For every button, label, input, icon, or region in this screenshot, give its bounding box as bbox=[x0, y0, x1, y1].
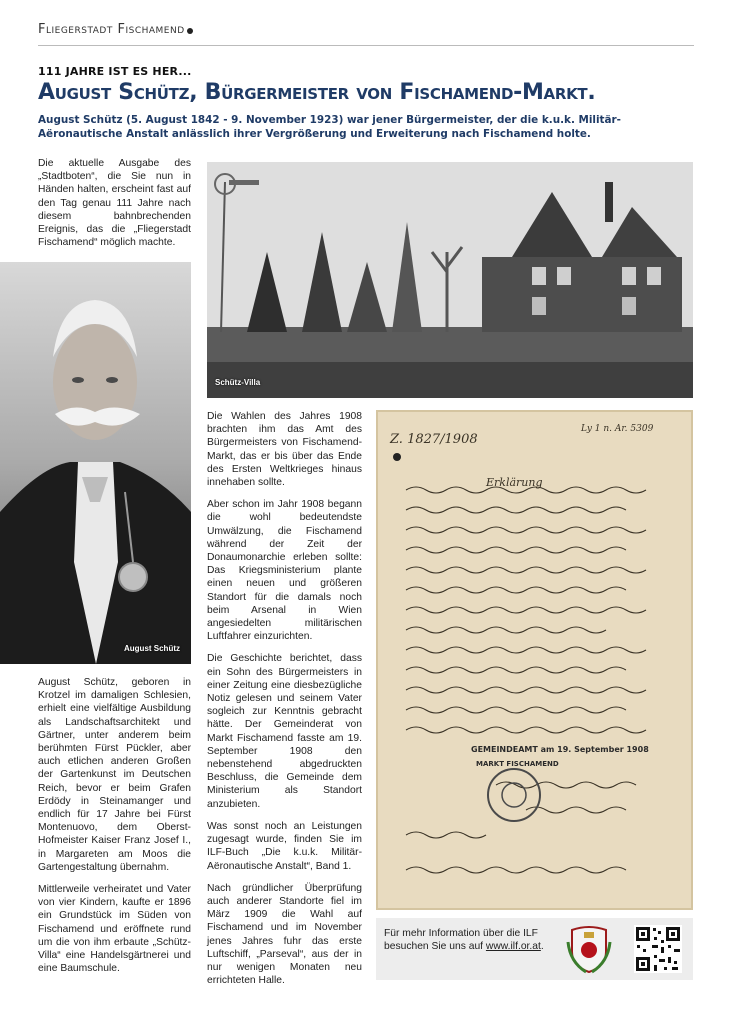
paragraph: Die aktuelle Ausgabe des „Stadtboten“, die Sie nun in Händen halten, erscheint fast auf den Tag genau 111 Jahre nach diesem bahnbrechenden Ereignis, das die „Fliegerstadt Fischamend“ möglich machte. bbox=[38, 158, 191, 249]
document-reference-right: Ly 1 n. Ar. 5309 bbox=[581, 424, 654, 434]
header-divider bbox=[38, 45, 694, 46]
document-title: Erklärung bbox=[486, 476, 543, 489]
text-column-intro bbox=[38, 157, 191, 258]
paragraph: Aber schon im Jahr 1908 begann die wohl bedeutendste Umwälzung, die Fischamend während der Zeit der Donaumonarchie erleben sollte: Das Kriegsministerium plante einen neuen und größeren Standort für die damals noch beim Arsenal in Wien angesiedelten militärischen Luftfahrer einzurichten. bbox=[207, 499, 362, 643]
ilf-info-box bbox=[376, 918, 693, 980]
ilf-emblem-icon bbox=[562, 922, 616, 976]
info-text: Für mehr Information über die ILF besuchen Sie uns auf bbox=[384, 928, 538, 952]
text-column-biography bbox=[38, 676, 191, 984]
paragraph: August Schütz, geboren in Krotzel im damaligen Schlesien, erhielt eine vielfältige Ausbildung als Landschaftsarchitekt und Gärtner, unter anderem beim berühmten Fürst Pückler, aber auch etlichen anderen Großen der Gartenkunst im Deutschen Reich, bevor er beim Grafen Erdödy in Steinamanger und endlich für 17 Jahre bei Fürst Montenuovo, dem Oberst-Hofmeister Kaiser Franz Josef I., in Margareten am Moos die Gartengestaltung übernahm. bbox=[38, 677, 191, 873]
portrait-photo bbox=[0, 262, 191, 664]
article-lead: August Schütz (5. August 1842 - 9. November 1923) war jener Bürgermeister, der die k.u.k. Militär-Aëronautische Anstalt anlässlich ihrer Vergrößerung und Erweiterung nach Fischamend holte. bbox=[38, 114, 621, 140]
paragraph: Die Wahlen des Jahres 1908 brachten ihm das Amt des Bürgermeisters von Fischamend-Markt, das er bis über das Ende des Ersten Weltkrieges hinaus innehaben sollte. bbox=[207, 411, 362, 489]
portrait-illustration bbox=[0, 262, 191, 664]
paragraph: Mittlerweile verheiratet und Vater von vier Kindern, kaufte er 1896 ein Grundstück im Süden von Fischamend und eröffnete rund um die von ihm erbaute „Schütz-Villa“ eine Handelsgärtnerei und eine Baumschule. bbox=[38, 884, 191, 975]
paragraph: Die Geschichte berichtet, dass ein Sohn des Bürgermeisters in einer Zeitung eine diesbezügliche Notiz gelesen und seinem Vater sogleich zur Kenntnis gebracht hätte. Der Gemeinderat von Markt Fischamend fasste am 19. September 1908 den nebenstehend abgedruckten Beschluss, die Gemeinde dem Ministerium als Standort anzubieten. bbox=[207, 653, 362, 810]
ilf-website-link[interactable]: www.ilf.or.at bbox=[485, 941, 541, 952]
historic-document-scan bbox=[376, 410, 693, 910]
magazine-title: Fliegerstadt Fischamend bbox=[38, 22, 185, 37]
article-kicker: 111 JAHRE IST ES HER... bbox=[38, 65, 192, 78]
document-stamp-org: MARKT FISCHAMEND bbox=[476, 760, 559, 768]
text-column-history bbox=[207, 410, 362, 996]
document-reference-left: Z. 1827/1908 bbox=[390, 432, 478, 447]
villa-caption: Schütz-Villa bbox=[215, 378, 261, 387]
magazine-header bbox=[38, 22, 193, 37]
info-text-suffix: . bbox=[540, 941, 544, 952]
title-dot-icon bbox=[187, 28, 193, 34]
article-headline: August Schütz, Bürgermeister von Fischamend-Markt. bbox=[38, 80, 596, 105]
portrait-caption: August Schütz bbox=[124, 644, 180, 653]
info-text-block bbox=[384, 927, 544, 953]
paragraph: Nach gründlicher Überprüfung auch anderer Standorte fiel im März 1909 die Wahl auf Fischamend und im November jenes Jahres fuhr das erste Luftschiff, „Parseval“, aus der in nur wenigen Monaten neu errichteten Halle. bbox=[207, 882, 362, 987]
villa-photo bbox=[207, 162, 693, 398]
villa-illustration bbox=[207, 162, 693, 398]
document-stamp-date: GEMEINDEAMT am 19. September 1908 bbox=[471, 745, 649, 754]
paragraph: Was sonst noch an Leistungen zugesagt wurde, finden Sie im ILF-Buch „Die k.u.k. Militär-Aëronautische Anstalt“, Band 1. bbox=[207, 820, 362, 872]
qr-code-icon[interactable] bbox=[634, 925, 682, 973]
